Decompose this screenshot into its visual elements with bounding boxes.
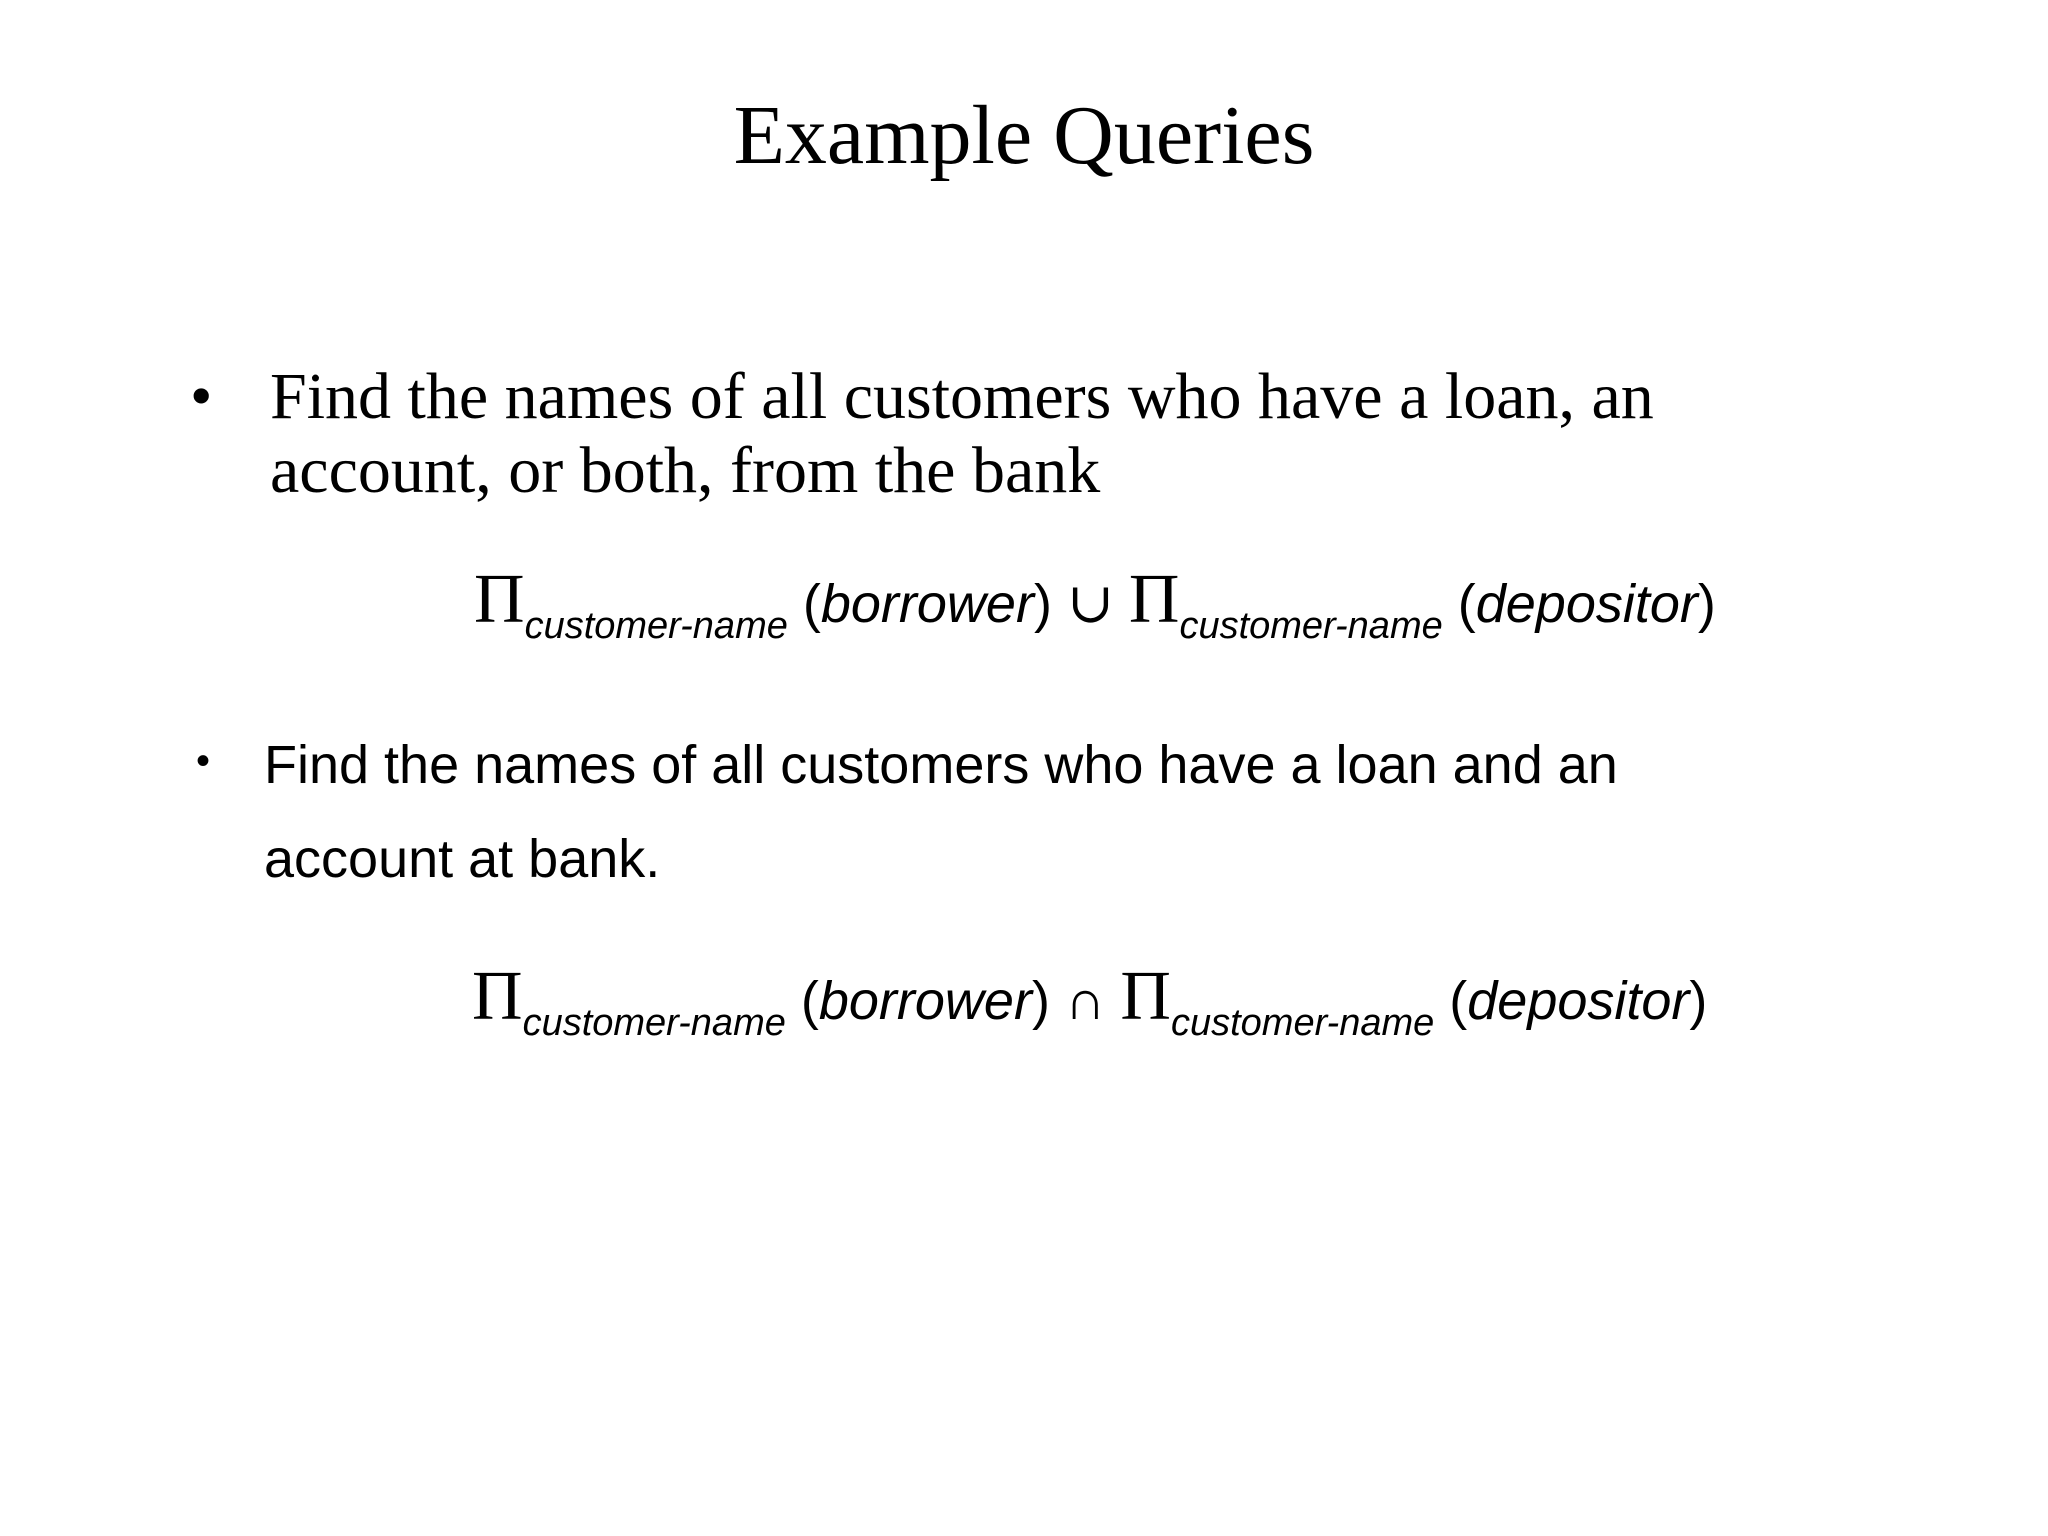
projection-symbol: Π [1128,561,1180,638]
intersection-operator: ∩ [1064,970,1106,1032]
intersection-formula: $\Pi_{customer-name}$ (borrower) ∩ $\Pi_{customer-name}$ (depositor) [472,958,1708,1044]
slide-title: Example Queries [733,89,1315,182]
bullet-marker: • [190,360,213,431]
bullet-item-union [190,360,1840,508]
relation-borrower: borrower [820,574,1034,634]
bullet-text-union: Find the names of all customers who have a loan, an account, or both, from the bank [270,360,1654,507]
projection-subscript: customer-name [524,605,788,647]
union-formula: $\Pi_{customer-name}$ (borrower) ∪ $\Pi_{customer-name}$ (depositor) [474,561,1716,647]
relation-borrower: borrower [818,971,1032,1031]
projection-symbol: Π [472,958,523,1035]
bullet-marker: • [196,739,211,783]
bullet-item-intersection [196,732,1846,906]
relation-depositor: depositor [1475,574,1698,634]
projection-subscript: customer-name [522,1002,786,1044]
union-operator: ∪ [1066,573,1114,635]
bullet-text-intersection: Find the names of all customers who have a loan and an account at bank. [264,735,1618,889]
projection-symbol: Π [1120,958,1171,1035]
relation-depositor: depositor [1467,971,1690,1031]
projection-subscript: customer-name [1170,1002,1435,1044]
projection-symbol: Π [474,561,525,638]
projection-subscript: customer-name [1179,605,1443,647]
